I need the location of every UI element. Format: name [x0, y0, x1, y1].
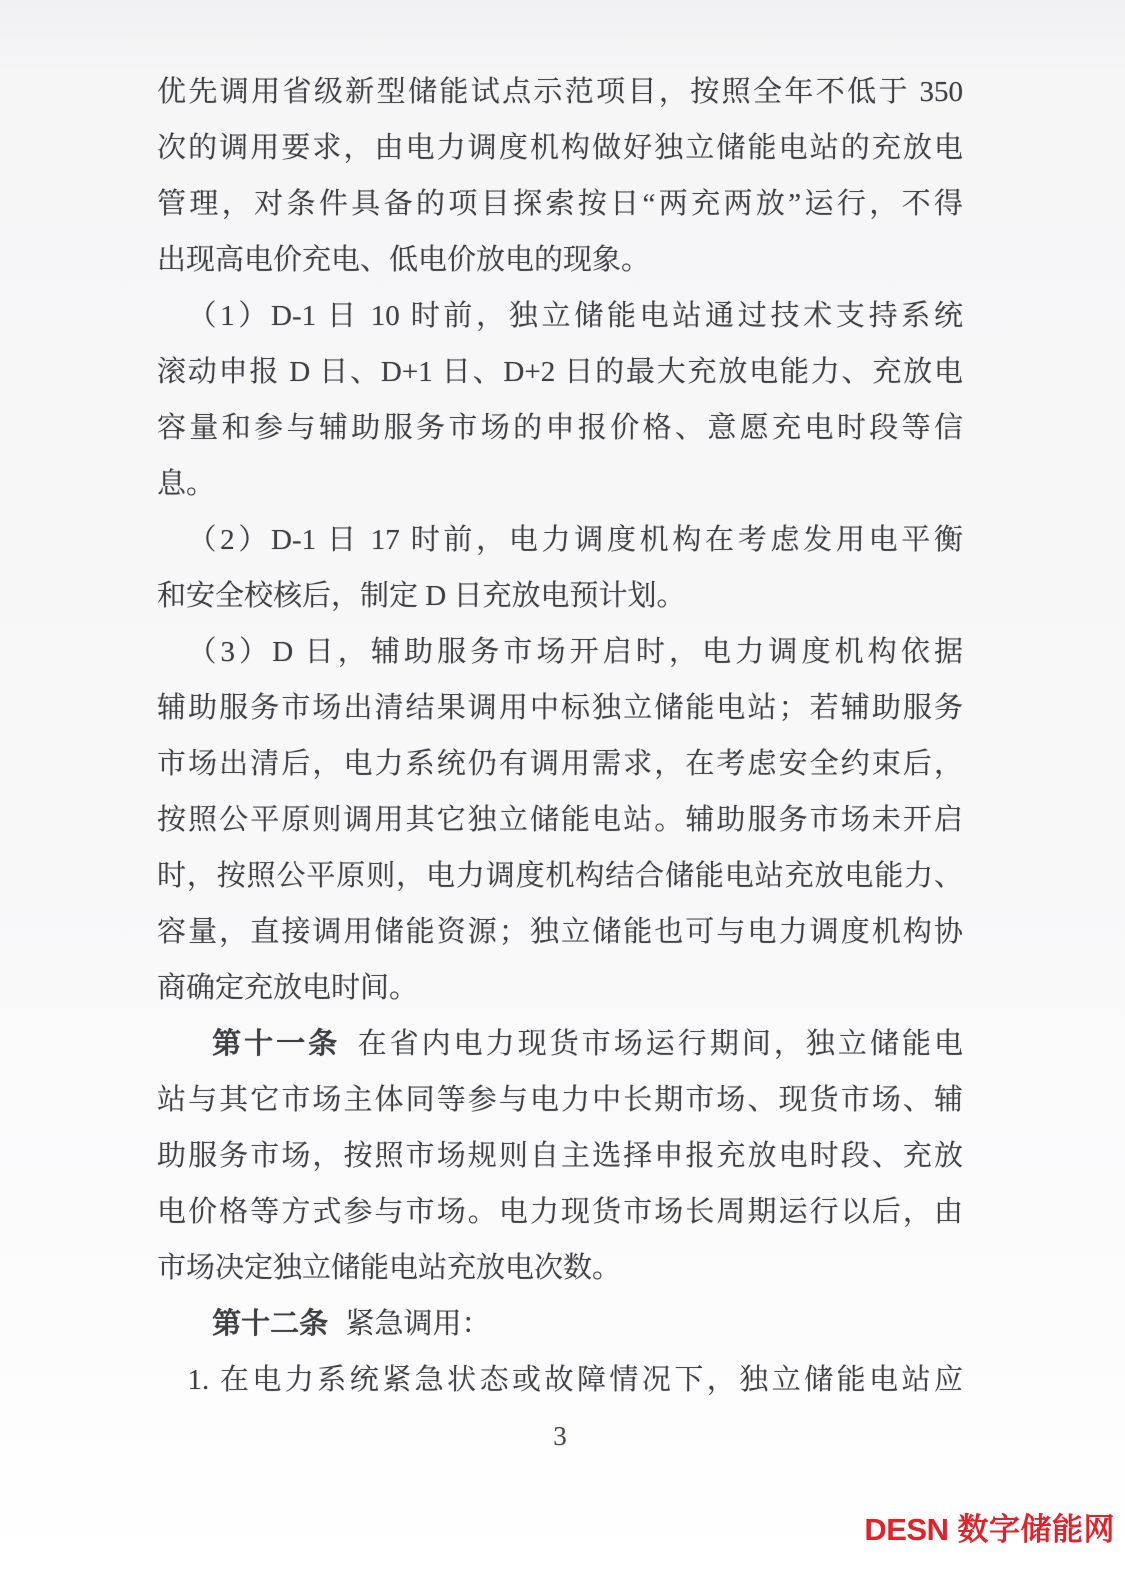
article-11-heading: 第十一条	[212, 1028, 341, 1060]
text-line: 优先调用省级新型储能试点示范项目，按照全年不低于 350	[157, 76, 963, 108]
paragraph-article-12	[157, 1296, 963, 1352]
text-run: 紧急调用：	[345, 1308, 491, 1340]
text-line: 市场出清后，电力系统仍有调用需求，在考虑安全约束后，	[157, 748, 963, 780]
paragraph	[157, 288, 963, 512]
text-line	[157, 1296, 963, 1352]
watermark	[864, 1510, 1115, 1550]
text-line: 出现高电价充电、低电价放电的现象。	[157, 244, 651, 276]
text-line: 商确定充放电时间。	[157, 972, 419, 1004]
text-line: 时，按照公平原则，电力调度机构结合储能电站充放电能力、	[157, 860, 963, 892]
paragraph	[157, 1352, 963, 1408]
text-line: 1. 在电力系统紧急状态或故障情况下，独立储能电站应	[187, 1364, 963, 1396]
text-line: 滚动申报 D 日、D+1 日、D+2 日的最大充放电能力、充放电	[157, 356, 963, 388]
text-line: 辅助服务市场出清结果调用中标独立储能电站；若辅助服务	[157, 692, 963, 724]
paragraph	[157, 64, 963, 288]
text-line: 站与其它市场主体同等参与电力中长期市场、现货市场、辅	[157, 1084, 963, 1116]
text-line: 助服务市场，按照市场规则自主选择申报充放电时段、充放	[157, 1140, 963, 1172]
text-line: 息。	[157, 468, 216, 500]
watermark-site-name: 数字储能网	[957, 1512, 1115, 1547]
paragraph	[157, 512, 963, 624]
text-run: 在省内电力现货市场运行期间，独立储能电	[357, 1028, 963, 1060]
watermark-desn-logo: DESN	[864, 1512, 949, 1547]
page-number: 3	[553, 1421, 567, 1451]
text-line	[157, 1016, 963, 1072]
article-12-heading: 第十二条	[212, 1308, 329, 1340]
text-line: 市场决定独立储能电站充放电次数。	[157, 1252, 622, 1284]
text-line: 按照公平原则调用其它独立储能电站。辅助服务市场未开启	[157, 804, 963, 836]
text-line: 容量和参与辅助服务市场的申报价格、意愿充电时段等信	[157, 412, 963, 444]
text-line: 电价格等方式参与市场。电力现货市场长周期运行以后，由	[157, 1196, 963, 1228]
text-line: 管理，对条件具备的项目探索按日“两充两放”运行，不得	[157, 188, 963, 220]
text-line: 容量，直接调用储能资源；独立储能也可与电力调度机构协	[157, 916, 963, 948]
paragraph	[157, 624, 963, 1016]
text-line: 和安全校核后，制定 D 日充放电预计划。	[157, 580, 686, 612]
text-line: （1）D-1 日 10 时前，独立储能电站通过技术支持系统	[187, 300, 963, 332]
text-line: （2）D-1 日 17 时前，电力调度机构在考虑发用电平衡	[187, 524, 963, 556]
text-line: （3）D 日，辅助服务市场开启时，电力调度机构依据	[187, 636, 963, 668]
document-body	[157, 64, 963, 1408]
text-line: 次的调用要求，由电力调度机构做好独立储能电站的充放电	[157, 132, 963, 164]
paragraph-article-11	[157, 1016, 963, 1296]
